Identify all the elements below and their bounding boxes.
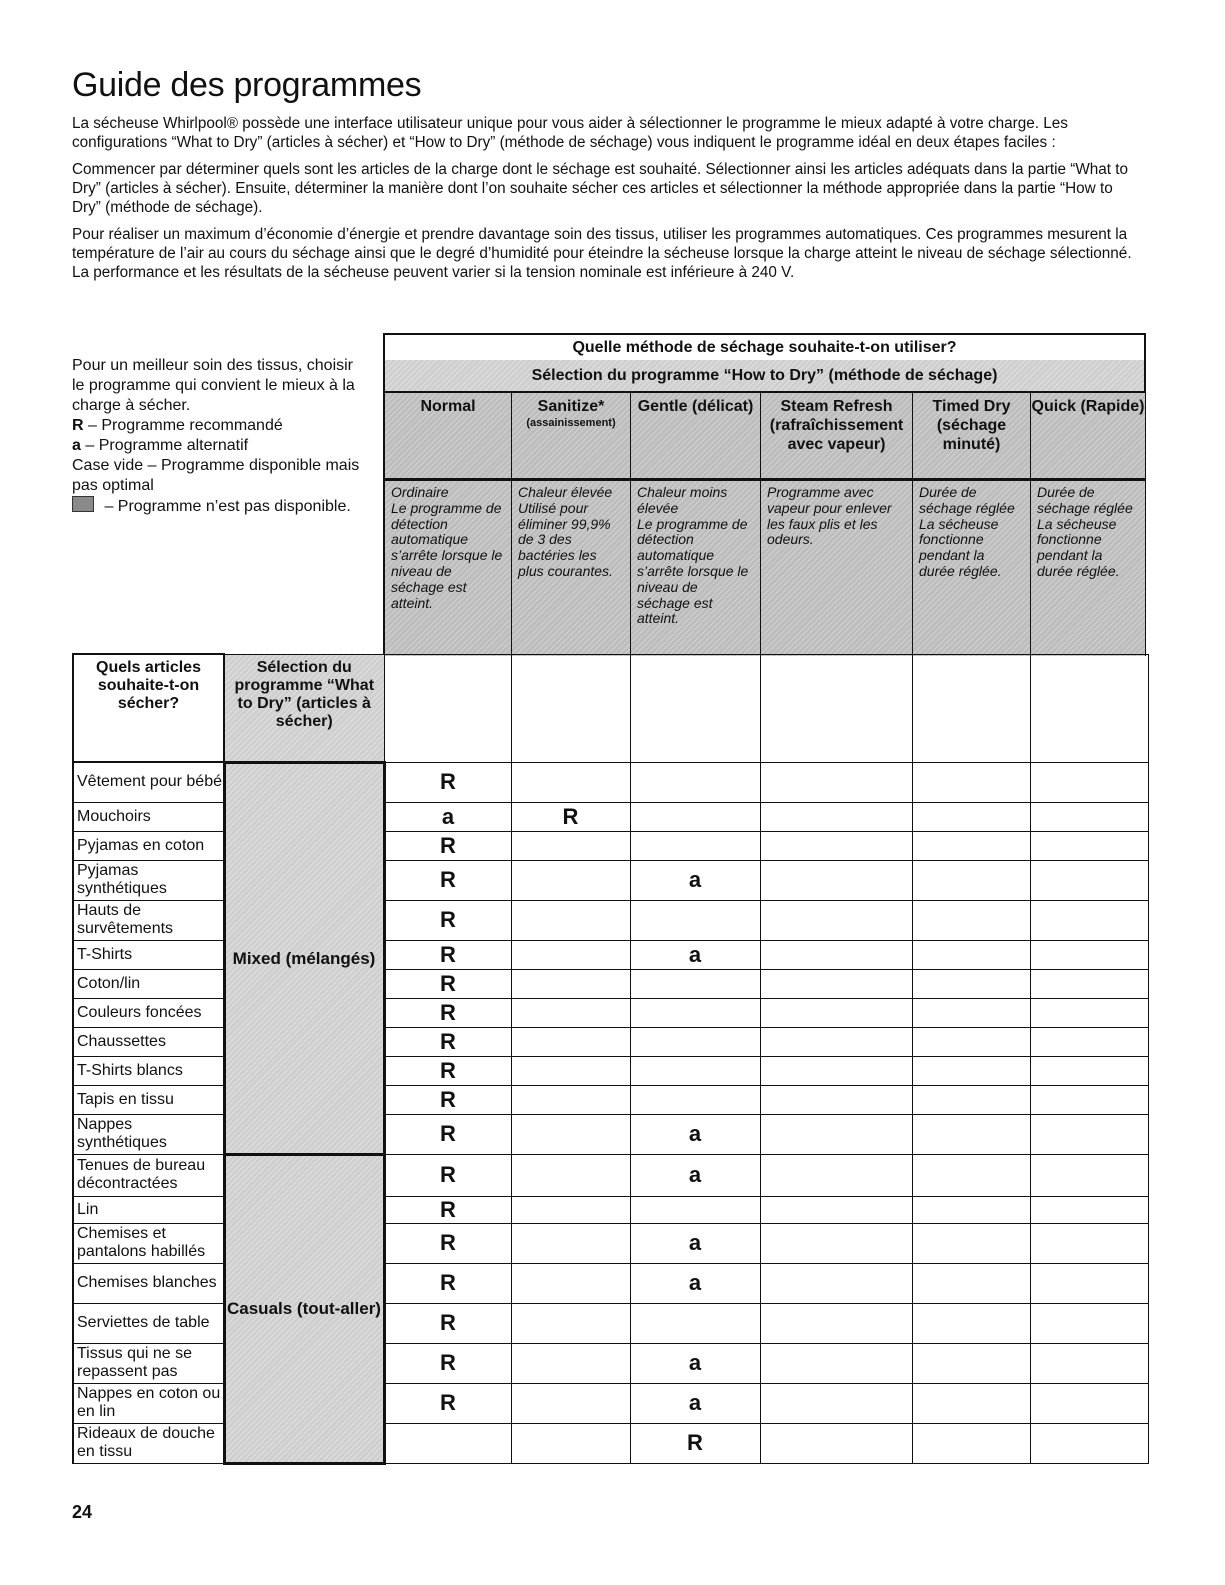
program-subtitle: (assainissement)	[526, 417, 616, 429]
program-mark-cell	[912, 1423, 1030, 1463]
item-label: T-Shirts	[73, 940, 224, 969]
what-to-dry-table	[72, 653, 1149, 1465]
program-mark-cell	[511, 1343, 630, 1383]
item-label: Lin	[73, 1196, 224, 1223]
category-label: Casuals (tout-aller)	[224, 1154, 384, 1463]
program-mark-cell	[760, 1423, 912, 1463]
program-description	[913, 481, 1030, 580]
program-mark-cell	[912, 1223, 1030, 1263]
empty-cell	[511, 654, 630, 762]
program-mark-cell: R	[384, 1383, 511, 1423]
program-mark-cell	[511, 900, 630, 940]
intro-paragraph: La sécheuse Whirlpool® possède une interface utilisateur unique pour vous aider à sélectionner le programme le mieux adapté à votre charge. Les configurations “What to Dry” (articles à sécher) et “How to Dry” (méthode de séchage) vous indiquent le programme idéal en deux étapes faciles :	[72, 115, 1068, 151]
program-description	[1031, 481, 1145, 580]
program-description	[761, 481, 912, 548]
item-label: Rideaux de douche en tissu	[73, 1423, 224, 1463]
program-mark-cell	[760, 1303, 912, 1343]
program-mark-cell	[760, 762, 912, 802]
program-description-line: Durée de séchage réglée	[919, 484, 1015, 516]
program-name-text: Steam Refresh (rafraîchissement avec vapeur)	[769, 398, 904, 453]
intro-paragraph: Pour réaliser un maximum d’économie d’énergie et prendre davantage soin des tissus, utiliser les programmes automatiques. Ces programmes mesurent la température de l’air au cours du séchage ainsi que le degré d’humidité pour éteindre la sécheuse lorsque la charge atteint le niveau de séchage sélectionné. La performance et les résultats de la sécheuse peuvent varier si la tension nominale est inférieure à 240 V.	[72, 226, 1132, 281]
empty-cell	[760, 654, 912, 762]
item-label: Chaussettes	[73, 1027, 224, 1056]
program-description-line: Chaleur élevée	[518, 484, 613, 500]
program-mark-cell: a	[630, 1343, 760, 1383]
program-mark-cell	[912, 762, 1030, 802]
program-mark-cell	[912, 1196, 1030, 1223]
empty-cell	[630, 654, 760, 762]
program-name	[761, 393, 912, 481]
program-description-line: Chaleur moins élevée	[637, 484, 728, 516]
program-column	[631, 393, 761, 656]
program-mark-cell	[760, 1085, 912, 1114]
program-mark-cell	[1030, 1027, 1148, 1056]
program-mark-cell	[511, 1223, 630, 1263]
program-mark-cell	[912, 900, 1030, 940]
program-mark-cell: a	[630, 940, 760, 969]
program-mark-cell	[1030, 1196, 1148, 1223]
what-to-dry-question: Quels articles souhaite-t-on sécher?	[73, 654, 224, 762]
program-mark-cell	[760, 1056, 912, 1085]
program-name	[631, 393, 760, 481]
program-mark-cell	[511, 1154, 630, 1196]
program-mark-cell	[760, 998, 912, 1027]
program-mark-cell	[760, 1196, 912, 1223]
item-label: Nappes en coton ou en lin	[73, 1383, 224, 1423]
program-mark-cell	[630, 1196, 760, 1223]
program-mark-cell	[912, 940, 1030, 969]
program-mark-cell	[511, 940, 630, 969]
intro-text	[72, 114, 1142, 290]
program-mark-cell	[511, 831, 630, 860]
program-mark-cell	[912, 1154, 1030, 1196]
table-header-row	[73, 654, 1148, 762]
legend-empty: Case vide – Programme disponible mais pas optimal	[72, 457, 360, 494]
program-mark-cell	[630, 998, 760, 1027]
program-mark-cell	[912, 860, 1030, 900]
program-name-text: Timed Dry (séchage minuté)	[932, 398, 1011, 453]
program-mark-cell: R	[384, 1114, 511, 1154]
program-mark-cell	[1030, 1154, 1148, 1196]
program-mark-cell: R	[384, 969, 511, 998]
program-mark-cell	[511, 1085, 630, 1114]
program-mark-cell	[1030, 1114, 1148, 1154]
program-mark-cell: R	[384, 998, 511, 1027]
program-mark-cell	[1030, 998, 1148, 1027]
empty-cell	[384, 654, 511, 762]
program-mark-cell	[1030, 1303, 1148, 1343]
program-mark-cell	[511, 1196, 630, 1223]
program-mark-cell	[1030, 1056, 1148, 1085]
program-mark-cell	[1030, 1423, 1148, 1463]
program-mark-cell: R	[384, 831, 511, 860]
program-column	[761, 393, 913, 656]
item-label: Mouchoirs	[73, 802, 224, 831]
program-mark-cell: R	[384, 1085, 511, 1114]
item-label: T-Shirts blancs	[73, 1056, 224, 1085]
program-mark-cell	[1030, 1383, 1148, 1423]
program-mark-cell	[511, 1423, 630, 1463]
program-mark-cell: a	[630, 1263, 760, 1303]
program-description-line: Programme avec vapeur pour enlever les faux plis et les odeurs.	[767, 484, 892, 548]
program-mark-cell	[760, 900, 912, 940]
program-mark-cell	[760, 940, 912, 969]
program-mark-cell: R	[511, 802, 630, 831]
program-mark-cell	[630, 802, 760, 831]
program-mark-cell	[912, 1303, 1030, 1343]
program-mark-cell: a	[630, 1114, 760, 1154]
legend-alternative	[72, 436, 362, 456]
program-mark-cell	[760, 1154, 912, 1196]
item-label: Chemises et pantalons habillés	[73, 1223, 224, 1263]
program-mark-cell	[760, 860, 912, 900]
item-label: Tapis en tissu	[73, 1085, 224, 1114]
program-mark-cell: R	[384, 900, 511, 940]
program-mark-cell	[630, 831, 760, 860]
program-mark-cell	[630, 762, 760, 802]
program-mark-cell	[912, 1056, 1030, 1085]
table-row	[73, 762, 1148, 802]
item-label: Coton/lin	[73, 969, 224, 998]
program-mark-cell	[1030, 831, 1148, 860]
program-mark-cell: R	[384, 860, 511, 900]
program-name	[913, 393, 1030, 481]
program-mark-cell: R	[384, 762, 511, 802]
program-description-line: Utilisé pour éliminer 99,9% de 3 des bactéries les plus courantes.	[518, 499, 613, 579]
program-column	[512, 393, 631, 656]
item-label: Hauts de survêtements	[73, 900, 224, 940]
program-mark-cell: R	[384, 1263, 511, 1303]
category-label: Mixed (mélangés)	[224, 762, 384, 1154]
program-mark-cell: a	[630, 1383, 760, 1423]
item-label: Pyjamas synthétiques	[73, 860, 224, 900]
program-mark-cell: R	[384, 1154, 511, 1196]
what-to-dry-body	[73, 654, 1148, 1463]
legend-intro: Pour un meilleur soin des tissus, choisir le programme qui convient le mieux à la charge à sécher.	[72, 357, 355, 414]
what-to-dry-selection: Sélection du programme “What to Dry” (articles à sécher)	[224, 654, 384, 762]
program-mark-cell	[1030, 969, 1148, 998]
program-mark-cell	[511, 1114, 630, 1154]
program-column	[385, 393, 512, 656]
program-mark-cell	[1030, 802, 1148, 831]
program-mark-cell	[760, 969, 912, 998]
how-to-dry-selection: Sélection du programme “How to Dry” (méthode de séchage)	[385, 360, 1144, 393]
item-label: Tenues de bureau décontractées	[73, 1154, 224, 1196]
program-mark-cell	[1030, 860, 1148, 900]
program-mark-cell	[912, 831, 1030, 860]
item-label: Pyjamas en coton	[73, 831, 224, 860]
page-title: Guide des programmes	[72, 66, 422, 104]
program-mark-cell	[511, 762, 630, 802]
program-description	[385, 481, 511, 611]
program-mark-cell	[760, 1343, 912, 1383]
program-name-text: Normal	[420, 398, 476, 415]
program-name	[1031, 393, 1145, 481]
program-name	[385, 393, 511, 481]
program-mark-cell	[760, 1263, 912, 1303]
program-description-line: La sécheuse fonctionne pendant la durée réglée.	[1037, 515, 1120, 579]
program-mark-cell: a	[630, 860, 760, 900]
program-mark-cell	[511, 998, 630, 1027]
program-mark-cell	[912, 802, 1030, 831]
program-mark-cell	[1030, 1263, 1148, 1303]
intro-paragraph: Commencer par déterminer quels sont les articles de la charge dont le séchage est souhaité. Sélectionner ainsi les articles adéquats dans la partie “What to Dry” (articles à sécher). Ensuite, déterminer la manière dont l’on souhaite sécher ces articles et sélectionner la méthode appropriée dans la partie “How to Dry” (méthode de séchage).	[72, 161, 1129, 216]
program-name-text: Quick (Rapide)	[1031, 398, 1145, 415]
table-row	[73, 1154, 1148, 1196]
program-mark-cell	[760, 1114, 912, 1154]
program-mark-cell	[630, 900, 760, 940]
how-to-dry-header	[383, 333, 1146, 656]
program-mark-cell	[1030, 1223, 1148, 1263]
program-description-line: Le programme de détection automatique s’arrête lorsque le niveau de séchage est atteint.	[637, 515, 749, 627]
program-description-line: La sécheuse fonctionne pendant la durée réglée.	[919, 515, 1002, 579]
unavailable-swatch-icon	[72, 496, 94, 512]
legend-r-key: R	[72, 417, 84, 434]
program-mark-cell	[630, 969, 760, 998]
program-mark-cell	[912, 998, 1030, 1027]
item-label: Tissus qui ne se repassent pas	[73, 1343, 224, 1383]
program-mark-cell	[511, 1383, 630, 1423]
legend	[72, 356, 362, 517]
program-mark-cell	[511, 969, 630, 998]
program-column	[1031, 393, 1145, 656]
legend-a-key: a	[72, 437, 81, 454]
program-description-line: Le programme de détection automatique s’arrête lorsque le niveau de séchage est atteint.	[391, 499, 503, 611]
program-mark-cell	[912, 1383, 1030, 1423]
program-mark-cell	[630, 1056, 760, 1085]
item-label: Vêtement pour bébé	[73, 762, 224, 802]
empty-cell	[912, 654, 1030, 762]
program-mark-cell	[760, 1223, 912, 1263]
legend-a-text: – Programme alternatif	[80, 437, 249, 454]
program-mark-cell: R	[384, 1303, 511, 1343]
program-description-line: Durée de séchage réglée	[1037, 484, 1133, 516]
program-mark-cell	[384, 1423, 511, 1463]
program-mark-cell: R	[630, 1423, 760, 1463]
program-mark-cell	[511, 1303, 630, 1343]
program-mark-cell	[511, 1027, 630, 1056]
item-label: Couleurs foncées	[73, 998, 224, 1027]
program-mark-cell	[1030, 762, 1148, 802]
program-description	[631, 481, 760, 627]
program-mark-cell	[1030, 900, 1148, 940]
program-mark-cell: a	[384, 802, 511, 831]
program-mark-cell	[630, 1027, 760, 1056]
program-mark-cell: a	[630, 1223, 760, 1263]
program-mark-cell: R	[384, 1027, 511, 1056]
program-mark-cell	[912, 1343, 1030, 1383]
program-name-text: Sanitize*	[537, 398, 605, 415]
program-mark-cell	[912, 969, 1030, 998]
legend-unavailable-text: – Programme n’est pas disponible.	[100, 498, 351, 515]
item-label: Serviettes de table	[73, 1303, 224, 1343]
program-mark-cell: a	[630, 1154, 760, 1196]
program-mark-cell: R	[384, 1056, 511, 1085]
program-mark-cell	[912, 1263, 1030, 1303]
program-mark-cell: R	[384, 1343, 511, 1383]
program-mark-cell	[1030, 1085, 1148, 1114]
how-to-dry-question: Quelle méthode de séchage souhaite-t-on utiliser?	[385, 335, 1144, 361]
program-mark-cell: R	[384, 1196, 511, 1223]
empty-cell	[1030, 654, 1148, 762]
page-number: 24	[72, 1502, 93, 1522]
program-mark-cell	[760, 831, 912, 860]
program-column	[913, 393, 1031, 656]
program-mark-cell	[1030, 940, 1148, 969]
program-description	[512, 481, 630, 580]
program-mark-cell	[511, 1056, 630, 1085]
program-mark-cell	[912, 1027, 1030, 1056]
legend-unavailable	[72, 496, 362, 517]
item-label: Chemises blanches	[73, 1263, 224, 1303]
item-label: Nappes synthétiques	[73, 1114, 224, 1154]
program-mark-cell	[511, 860, 630, 900]
program-mark-cell	[760, 1027, 912, 1056]
program-description-line: Ordinaire	[391, 484, 449, 500]
program-mark-cell	[760, 1383, 912, 1423]
program-name	[512, 393, 630, 481]
program-name-text: Gentle (délicat)	[637, 398, 754, 415]
program-mark-cell	[1030, 1343, 1148, 1383]
program-mark-cell	[630, 1303, 760, 1343]
program-mark-cell: R	[384, 940, 511, 969]
program-mark-cell	[511, 1263, 630, 1303]
program-mark-cell	[760, 802, 912, 831]
program-mark-cell	[630, 1085, 760, 1114]
program-mark-cell	[912, 1085, 1030, 1114]
program-mark-cell	[912, 1114, 1030, 1154]
legend-r-text: – Programme recommandé	[83, 417, 283, 434]
program-mark-cell: R	[384, 1223, 511, 1263]
legend-recommended	[72, 416, 362, 436]
